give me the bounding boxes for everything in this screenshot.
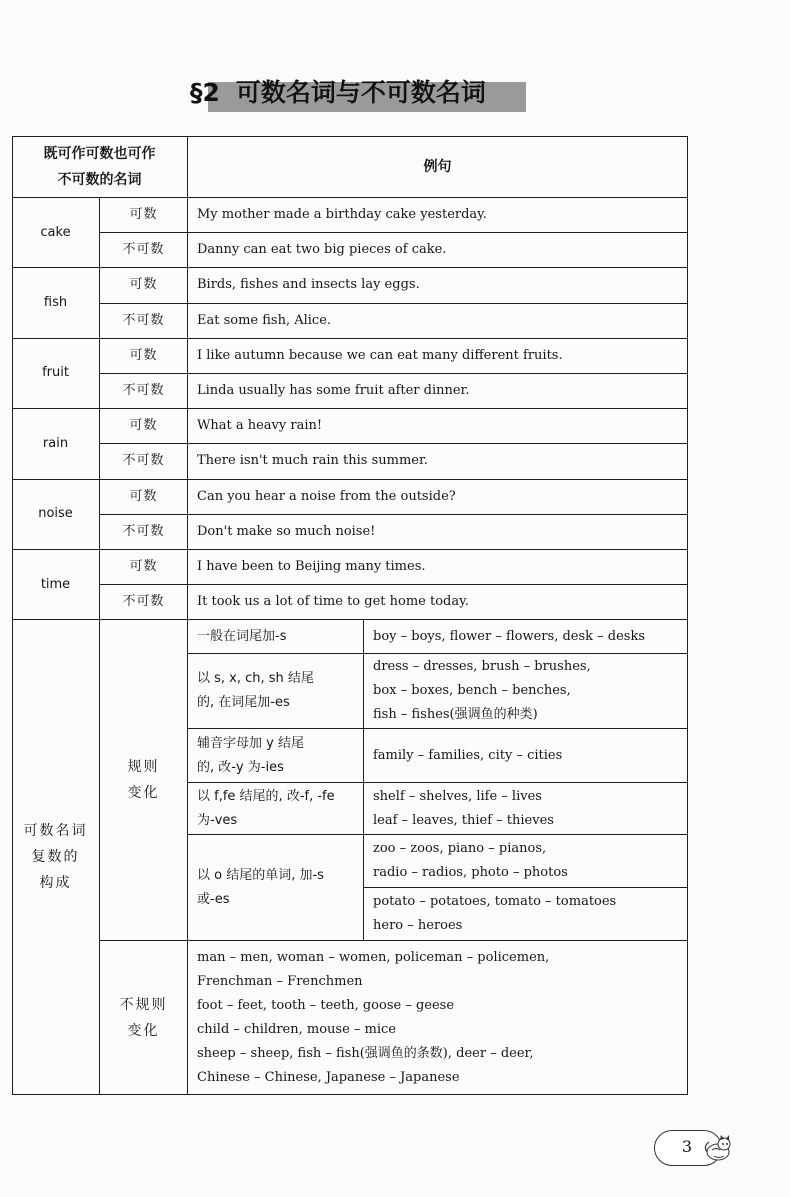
plural-formation-label-line: 复数的: [31, 849, 80, 865]
plural-formation-label-text: [24, 818, 88, 896]
rule-description-text: [197, 667, 314, 715]
countable-example: [188, 268, 688, 303]
uncountable-example: [188, 304, 688, 339]
uncountable-label: [100, 444, 188, 479]
noun-word-text: rain: [42, 435, 69, 451]
uncountable-example-text: It took us a lot of time to get home today.: [197, 594, 469, 610]
irregular-examples-line: sheep – sheep, fish – fish(强调鱼的条数), deer – deer,: [197, 1046, 534, 1061]
rule-examples-line: shelf – shelves, life – lives: [373, 788, 542, 804]
countable-label: [100, 550, 188, 585]
noun-word-text: fruit: [42, 365, 69, 381]
rule-description-text: [197, 864, 324, 912]
plural-formation-label-line: 可数名词: [23, 823, 88, 839]
irregular-examples: [188, 941, 688, 1095]
rule-description: [188, 620, 364, 654]
rule-examples-es-line: potato – potatoes, tomato – tomatoes: [373, 894, 617, 909]
rule-examples-line: leaf – leaves, thief – thieves: [373, 812, 554, 828]
page-number-badge: [650, 1124, 742, 1170]
noun-word-text: time: [40, 576, 71, 592]
regular-change-label-line: 规则: [127, 759, 160, 775]
countable-label: [100, 339, 188, 374]
rule-description-line: 为-ves: [197, 812, 238, 828]
uncountable-label-text: 不可数: [122, 523, 165, 539]
noun-word: [12, 268, 100, 338]
rule-examples: [364, 620, 688, 654]
rule-examples: [364, 654, 688, 729]
plural-formation-label-line: 构成: [39, 875, 72, 891]
uncountable-label-text: 不可数: [122, 383, 165, 399]
uncountable-example-text: There isn't much rain this summer.: [197, 453, 428, 469]
rule-description: [188, 654, 364, 729]
header-noun-type-line: 既可作可数也可作: [43, 145, 156, 162]
uncountable-example-text: Linda usually has some fruit after dinner.: [197, 383, 470, 399]
header-noun-type-line: 不可数的名词: [57, 171, 142, 188]
countable-example: [188, 409, 688, 444]
countable-label: [100, 480, 188, 515]
rule-description-line: 或-es: [197, 891, 230, 907]
noun-word: [12, 550, 100, 620]
header-example: [188, 136, 688, 198]
rule-examples-line: dress – dresses, brush – brushes,: [373, 659, 591, 674]
countable-label-text: 可数: [129, 277, 158, 293]
regular-change-label-line: 变化: [127, 785, 160, 801]
plural-formation-label: [12, 620, 100, 1095]
countable-label-text: 可数: [129, 559, 158, 575]
countable-example: [188, 198, 688, 233]
rule-examples-text: [373, 744, 562, 768]
rule-description-line: 以 s, x, ch, sh 结尾: [197, 671, 314, 686]
noun-word: [12, 198, 100, 268]
uncountable-example: [188, 515, 688, 550]
irregular-examples-text: [197, 946, 681, 1090]
uncountable-example: [188, 444, 688, 479]
rule-description-line: 一般在词尾加-s: [197, 628, 287, 644]
rule-description-line: 的, 在词尾加-es: [197, 695, 290, 710]
rule-description-text: [197, 625, 286, 649]
irregular-examples-line: foot – feet, tooth – teeth, goose – geese: [197, 998, 455, 1013]
rule-description-line: 辅音字母加 y 结尾: [197, 735, 304, 751]
countable-example-text: I have been to Beijing many times.: [197, 559, 426, 575]
noun-word: [12, 409, 100, 479]
rule-examples-s-line: zoo – zoos, piano – pianos,: [373, 841, 547, 856]
uncountable-label: [100, 374, 188, 409]
uncountable-example-text: Eat some fish, Alice.: [197, 312, 332, 328]
rule-examples-es-line: hero – heroes: [373, 918, 463, 933]
rule-examples-line: family – families, city – cities: [373, 747, 563, 763]
section-heading: [190, 74, 526, 112]
uncountable-label-text: 不可数: [122, 453, 165, 469]
uncountable-label: [100, 515, 188, 550]
rule-examples-line: box – boxes, bench – benches,: [373, 683, 571, 698]
noun-word-text: cake: [40, 224, 71, 240]
countable-example: [188, 339, 688, 374]
uncountable-example: [188, 374, 688, 409]
irregular-examples-line: Chinese – Chinese, Japanese – Japanese: [197, 1070, 460, 1085]
rule-description-line: 以 o 结尾的单词, 加-s: [197, 867, 324, 883]
rule-examples: [364, 729, 688, 783]
rule-examples-es: [364, 888, 688, 941]
countable-example-text: Can you hear a noise from the outside?: [197, 488, 456, 504]
countable-label-text: 可数: [129, 347, 158, 363]
uncountable-label-text: 不可数: [122, 594, 165, 610]
header-noun-type-text: [44, 141, 156, 193]
uncountable-label: [100, 304, 188, 339]
rule-description: [188, 729, 364, 783]
rule-examples-text: [373, 655, 591, 727]
rule-examples-text: [373, 625, 645, 649]
header-noun-type: [12, 136, 188, 198]
section-title-text: 可数名词与不可数名词: [235, 78, 486, 107]
countable-label-text: 可数: [129, 207, 158, 223]
countable-label-text: 可数: [129, 488, 158, 504]
countable-label: [100, 409, 188, 444]
countable-example: [188, 550, 688, 585]
rule-description-text: [197, 785, 335, 833]
regular-change-label: [100, 620, 188, 941]
rule-examples-s-line: radio – radios, photo – photos: [373, 865, 568, 880]
rule-description: [188, 783, 364, 835]
countable-label: [100, 268, 188, 303]
noun-word-text: fish: [43, 295, 68, 311]
irregular-change-label-text: [120, 992, 168, 1044]
irregular-examples-line: child – children, mouse – mice: [197, 1022, 397, 1037]
uncountable-label: [100, 585, 188, 620]
rule-examples-text: [373, 785, 554, 833]
countable-example-text: What a heavy rain!: [197, 418, 323, 434]
countable-example-text: I like autumn because we can eat many different fruits.: [197, 347, 563, 363]
section-number: §2: [190, 78, 220, 107]
rule-examples-es-text: [373, 890, 616, 938]
noun-word-text: noise: [38, 506, 73, 522]
rule-examples-line: boy – boys, flower – flowers, desk – desks: [373, 628, 646, 644]
uncountable-example: [188, 585, 688, 620]
rule-description-line: 的, 改-y 为-ies: [197, 759, 284, 775]
irregular-examples-line: man – men, woman – women, policeman – policemen,: [197, 950, 550, 965]
rule-description: [188, 835, 364, 941]
irregular-change-label-line: 变化: [127, 1022, 160, 1039]
uncountable-label-text: 不可数: [122, 242, 165, 258]
uncountable-label: [100, 233, 188, 268]
rule-description-text: [197, 732, 304, 780]
uncountable-example-text: Danny can eat two big pieces of cake.: [197, 242, 447, 258]
rule-examples-line: fish – fishes(强调鱼的种类): [373, 707, 538, 722]
rule-examples: [364, 783, 688, 835]
countable-label-text: 可数: [129, 418, 158, 434]
irregular-change-label: [100, 941, 188, 1095]
uncountable-example-text: Don't make so much noise!: [197, 523, 376, 539]
noun-word: [12, 339, 100, 409]
rule-examples-s-text: [373, 837, 568, 885]
countable-example-text: Birds, fishes and insects lay eggs.: [197, 277, 420, 293]
regular-change-label-text: [128, 754, 160, 806]
uncountable-example: [188, 233, 688, 268]
rule-examples-s: [364, 835, 688, 888]
irregular-change-label-line: 不规则: [119, 996, 168, 1013]
irregular-examples-line: Frenchman – Frenchmen: [197, 974, 363, 989]
header-example-text: 例句: [423, 158, 452, 175]
countable-example: [188, 480, 688, 515]
countable-example-text: My mother made a birthday cake yesterday.: [197, 207, 487, 223]
noun-word: [12, 480, 100, 550]
section-title: [190, 74, 526, 112]
uncountable-label-text: 不可数: [122, 312, 165, 328]
cat-mascot-icon: [702, 1132, 738, 1164]
page-number: 3: [681, 1137, 693, 1156]
countable-label: [100, 198, 188, 233]
rule-description-line: 以 f,fe 结尾的, 改-f, -fe: [197, 788, 335, 804]
